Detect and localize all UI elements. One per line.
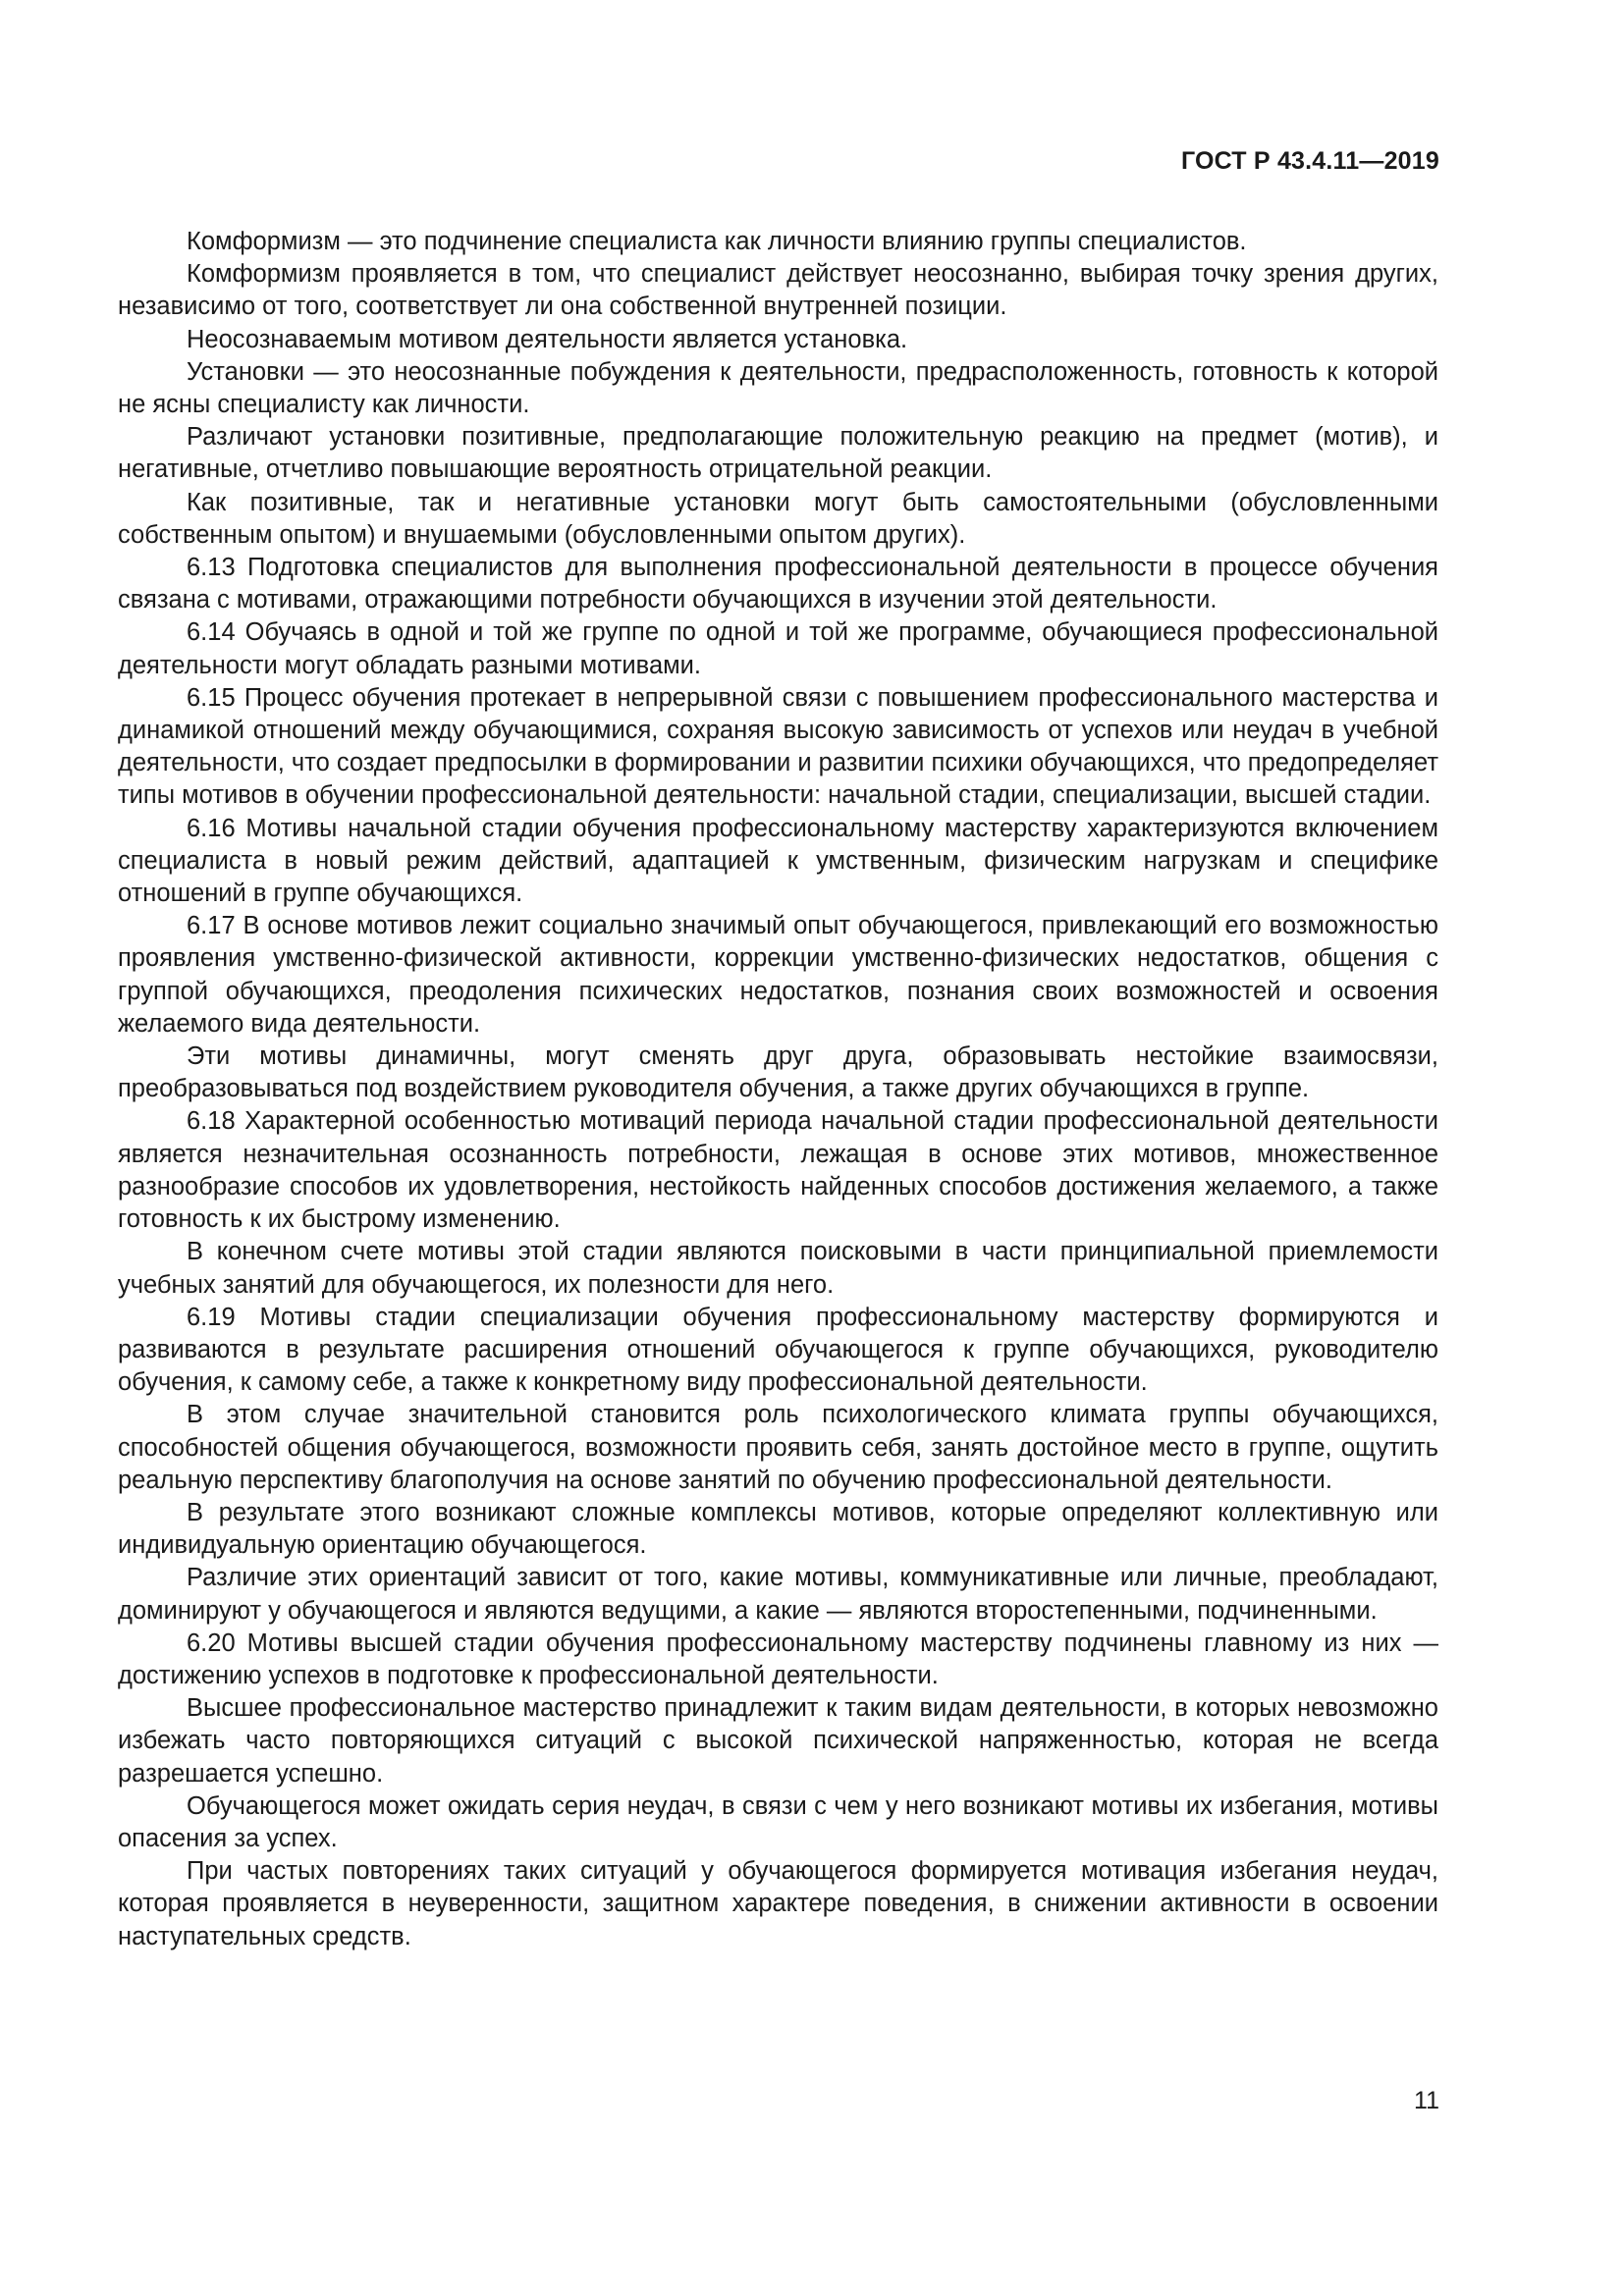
paragraph: Установки — это неосознанные побуждения к деятельности, предрасположенность, готовность к которой не ясны специалисту как личности.	[118, 357, 1438, 419]
paragraph: Комформизм — это подчинение специалиста как личности влиянию группы специалистов.	[187, 228, 1247, 255]
paragraph: 6.18 Характерной особенностью мотиваций периода начальной стадии профессиональной деятельности является незначительная осознанность потребности, лежащая в основе этих мотивов, множественное разнообразие способов их удовлетворения, нестойкость найденных способов достижения желаемого, а также готовность к их быстрому изменению.	[118, 1107, 1438, 1234]
paragraph: Как позитивные, так и негативные установки могут быть самостоятельными (обусловленными собственным опытом) и внушаемыми (обусловленными опытом других).	[118, 488, 1438, 549]
paragraph: Различают установки позитивные, предполагающие положительную реакцию на предмет (мотив), и негативные, отчетливо повышающие вероятность отрицательной реакции.	[118, 423, 1438, 484]
paragraph: 6.14 Обучаясь в одной и той же группе по одной и той же программе, обучающиеся профессиональной деятельности могут обладать разными мотивами.	[118, 618, 1438, 679]
paragraph: В конечном счете мотивы этой стадии являются поисковыми в части принципиальной приемлемости учебных занятий для обучающегося, их полезности для него.	[118, 1238, 1438, 1299]
paragraph: Неосознаваемым мотивом деятельности является установка.	[187, 325, 908, 353]
document-body	[118, 226, 1438, 1953]
document-code: ГОСТ Р 43.4.11—2019	[1180, 147, 1439, 175]
paragraph: Эти мотивы динамичны, могут сменять друг друга, образовывать нестойкие взаимосвязи, преобразовываться под воздействием руководителя обучения, а также других обучающихся в группе.	[118, 1042, 1438, 1103]
paragraph: Различие этих ориентаций зависит от того, какие мотивы, коммуникативные или личные, преобладают, доминируют у обучающегося и являются ведущими, а какие — являются второстепенными, подчиненными.	[118, 1564, 1438, 1625]
paragraph: 6.15 Процесс обучения протекает в непрерывной связи с повышением профессионального мастерства и динамикой отношений между обучающимися, сохраняя высокую зависимость от успехов или неудач в учебной деятельности, что создает предпосылки в формировании и развитии психики обучающихся, что предопределяет типы мотивов в обучении профессиональной деятельности: начальной стадии, специализации, высшей стадии.	[118, 683, 1438, 810]
paragraph: 6.13 Подготовка специалистов для выполнения профессиональной деятельности в процессе обучения связана с мотивами, отражающими потребности обучающихся в изучении этой деятельности.	[118, 554, 1438, 614]
page-number: 11	[1414, 2087, 1439, 2114]
paragraph: При частых повторениях таких ситуаций у обучающегося формируется мотивация избегания неудач, которая проявляется в неуверенности, защитном характере поведения, в снижении активности в освоении наступательных средств.	[118, 1857, 1438, 1950]
paragraph: Высшее профессиональное мастерство принадлежит к таким видам деятельности, в которых невозможно избежать часто повторяющихся ситуаций с высокой психической напряженностью, которая не всегда разрешается успешно.	[118, 1694, 1438, 1788]
paragraph: Комформизм проявляется в том, что специалист действует неосознанно, выбирая точку зрения других, независимо от того, соответствует ли она собственной внутренней позиции.	[118, 260, 1438, 321]
paragraph: 6.16 Мотивы начальной стадии обучения профессиональному мастерству характеризуются включением специалиста в новый режим действий, адаптацией к умственным, физическим нагрузкам и специфике отношений в группе обучающихся.	[118, 814, 1438, 908]
paragraph: В результате этого возникают сложные комплексы мотивов, которые определяют коллективную или индивидуальную ориентацию обучающегося.	[118, 1498, 1438, 1560]
paragraph: 6.17 В основе мотивов лежит социально значимый опыт обучающегося, привлекающий его возможностью проявления умственно-физической активности, коррекции умственно-физических недостатков, общения с группой обучающихся, преодоления психических недостатков, познания своих возможностей и освоения желаемого вида деятельности.	[118, 912, 1438, 1038]
paragraph: 6.19 Мотивы стадии специализации обучения профессиональному мастерству формируются и развиваются в результате расширения отношений обучающегося к группе обучающихся, руководителю обучения, к самому себе, а также к конкретному виду профессиональной деятельности.	[118, 1303, 1438, 1397]
paragraph: 6.20 Мотивы высшей стадии обучения профессиональному мастерству подчинены главному из них — достижению успехов в подготовке к профессиональной деятельности.	[118, 1629, 1438, 1689]
paragraph: Обучающегося может ожидать серия неудач, в связи с чем у него возникают мотивы их избегания, мотивы опасения за успех.	[118, 1791, 1438, 1852]
paragraph: В этом случае значительной становится роль психологического климата группы обучающихся, способностей общения обучающегося, возможности проявить себя, занять достойное место в группе, ощутить реальную перспективу благополучия на основе занятий по обучению профессиональной деятельности.	[118, 1401, 1438, 1494]
